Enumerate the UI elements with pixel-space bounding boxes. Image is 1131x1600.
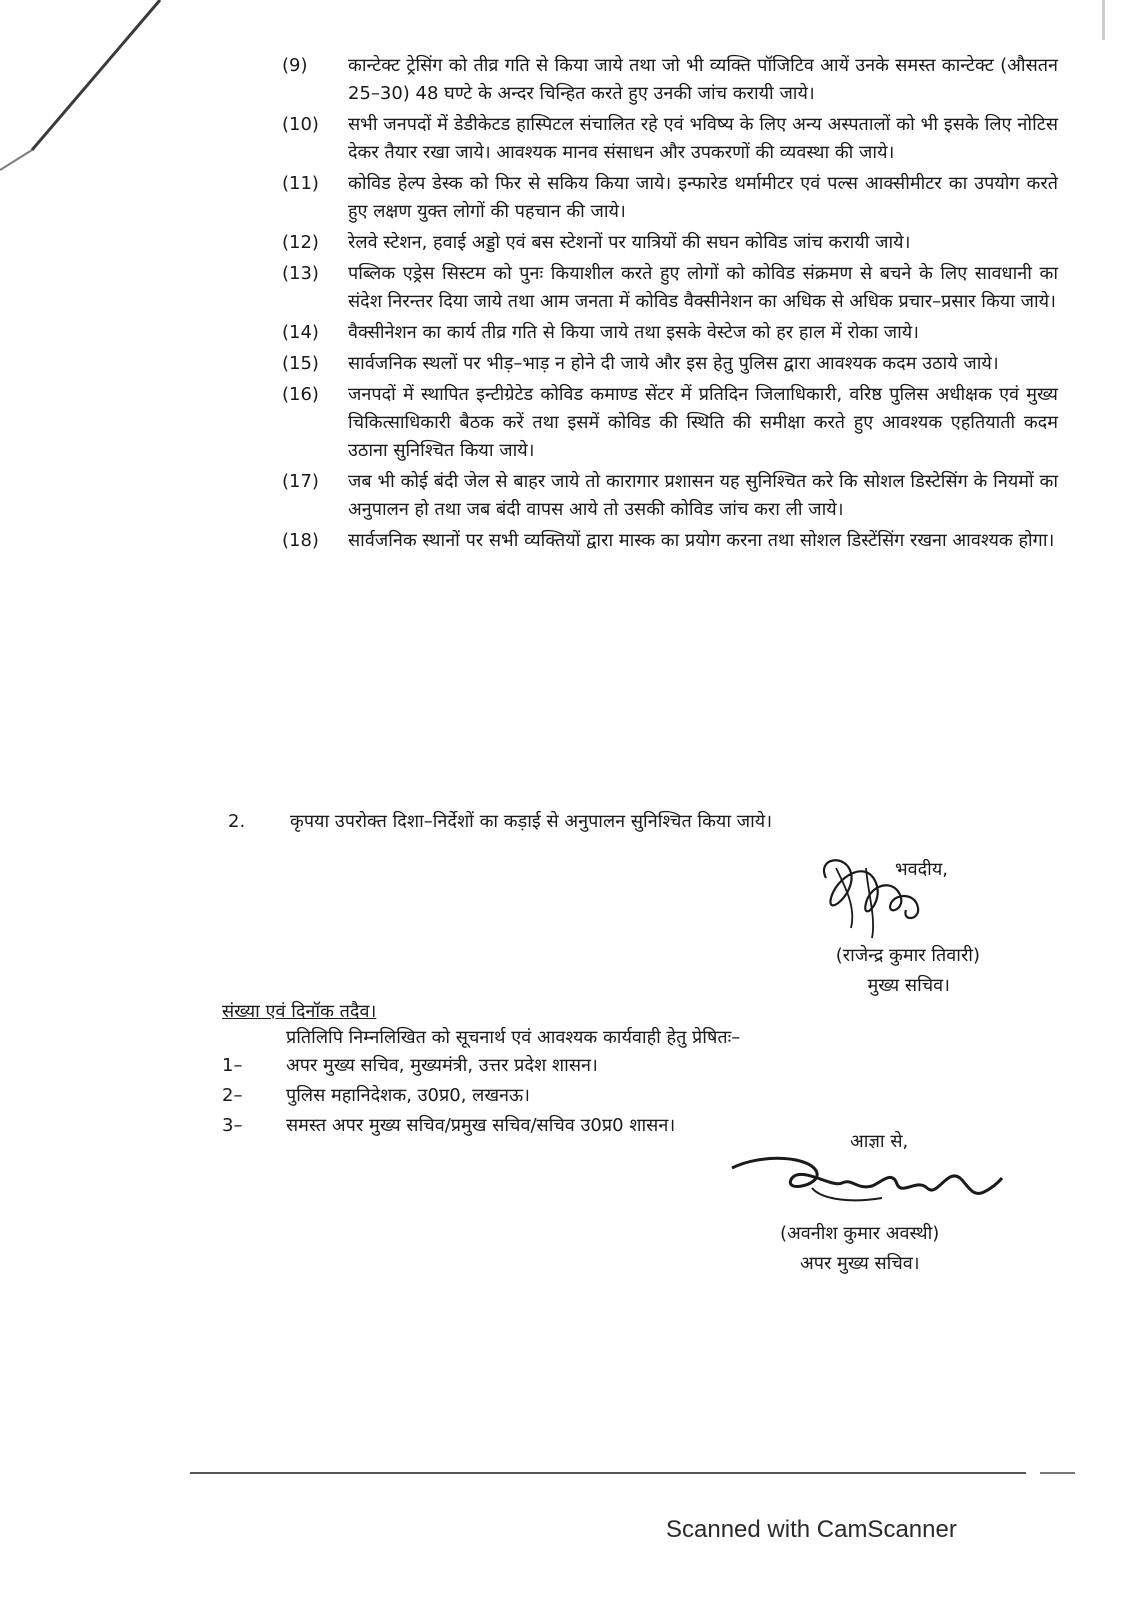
scan-edge-line: [1102, 0, 1105, 40]
signature-additional-chief-secretary: [722, 1148, 1012, 1218]
item-text: वैक्सीनेशन का कार्य तीव्र गति से किया जाये तथा इसके वेस्टेज को हर हाल में रोका जाये।: [348, 322, 919, 343]
item-number: (17): [282, 471, 319, 492]
signatory-name: (राजेन्द्र कुमार तिवारी): [835, 945, 980, 966]
item-number: (16): [282, 384, 319, 405]
scanner-watermark: Scanned with CamScanner: [666, 1516, 957, 1543]
item-number: (13): [282, 263, 319, 284]
by-order-label: आज्ञा से,: [850, 1131, 909, 1152]
paragraph-number: 2.: [228, 811, 246, 832]
item-number: (18): [282, 530, 319, 551]
signatory-designation: मुख्य सचिव।: [867, 975, 950, 996]
signatory-designation: अपर मुख्य सचिव।: [800, 1253, 920, 1274]
list-item: [282, 170, 1058, 226]
recipient-number: 1–: [222, 1055, 243, 1076]
recipient-number: 2–: [222, 1085, 243, 1106]
page-bottom-rule-right: [1040, 1472, 1075, 1474]
item-number: (12): [282, 232, 319, 253]
directive-list: [282, 52, 1058, 558]
page-bottom-rule: [190, 1472, 1026, 1474]
list-item: [282, 111, 1058, 167]
paragraph-text: कृपया उपरोक्त दिशा–निर्देशों का कड़ाई से अनुपालन सुनिश्चित किया जाये।: [290, 811, 773, 832]
list-item: [282, 260, 1058, 316]
list-item: [282, 527, 1058, 555]
recipient-text: पुलिस महानिदेशक, उ0प्र0, लखनऊ।: [286, 1085, 531, 1106]
recipient-list: [222, 1052, 1042, 1142]
list-item: [282, 319, 1058, 347]
paragraph-2: [228, 808, 1058, 836]
closing-salutation: भवदीय,: [894, 859, 948, 880]
item-text: कोविड हेल्प डेस्क को फिर से सकिय किया जाये। इन्फारेड थर्मामीटर एवं पल्स आक्सीमीटर का उपयोग करते हुए लक्षण युक्त लोगों की पहचान की जाये।: [348, 173, 1058, 222]
recipient-item: [222, 1082, 1042, 1110]
item-text: रेलवे स्टेशन, हवाई अड्डो एवं बस स्टेशनों पर यात्रियों की सघन कोविड जांच करायी जाये।: [348, 232, 911, 253]
item-text: सार्वजनिक स्थानों पर सभी व्यक्तियों द्वारा मास्क का प्रयोग करना तथा सोशल डिस्टेंसिंग रखना आवश्यक होगा।: [348, 530, 1055, 551]
item-number: (9): [282, 55, 308, 76]
item-text: सभी जनपदों में डेडीकेटड हास्पिटल संचालित रहे एवं भविष्य के लिए अन्य अस्पतालों को भी इसके लिए नोटिस देकर तैयार रखा जाये। आवश्यक मानव संसाधन और उपकरणों की व्यवस्था की जाये।: [348, 114, 1058, 163]
signatory-name: (अवनीश कुमार अवस्थी): [780, 1223, 940, 1244]
list-item: [282, 52, 1058, 108]
list-item: [282, 350, 1058, 378]
scan-corner-shadow: [0, 0, 180, 180]
recipient-text: अपर मुख्य सचिव, मुख्यमंत्री, उत्तर प्रदेश शासन।: [286, 1055, 598, 1076]
item-text: पब्लिक एड्रेस सिस्टम को पुनः कियाशील करते हुए लोगों को कोविड संक्रमण से बचने के लिए सावधानी का संदेश निरन्तर दिया जाये तथा आम जनता में कोविड वैक्सीनेशन का अधिक से अधिक प्रचार–प्रसार किया जाये।: [348, 263, 1058, 312]
item-number: (14): [282, 322, 319, 343]
item-text: जब भी कोई बंदी जेल से बाहर जाये तो कारागार प्रशासन यह सुनिश्चित करे कि सोशल डिस्टेसिंग के नियमों का अनुपालन हो तथा जब बंदी वापस आये तो उसकी कोविड जांच करा ली जाये।: [348, 471, 1058, 520]
recipient-item: [222, 1052, 1042, 1080]
copy-intro: प्रतिलिपि निम्नलिखित को सूचनार्थ एवं आवश्यक कार्यवाही हेतु प्रेषितः–: [286, 1027, 741, 1048]
item-number: (15): [282, 353, 319, 374]
item-text: सार्वजनिक स्थलों पर भीड़–भाड़ न होने दी जाये और इस हेतु पुलिस द्वारा आवश्यक कदम उठाये जाये।: [348, 353, 999, 374]
item-number: (10): [282, 114, 319, 135]
list-item: [282, 468, 1058, 524]
list-item: [282, 229, 1058, 257]
item-text: कान्टेक्ट ट्रेसिंग को तीव्र गति से किया जाये तथा जो भी व्यक्ति पॉजिटिव आयें उनके समस्त कान्टेक्ट (औसतन 25–30) 48 घण्टे के अन्दर चिन्हित करते हुए उनकी जांच करायी जाये।: [348, 55, 1058, 104]
item-number: (11): [282, 173, 319, 194]
recipient-text: समस्त अपर मुख्य सचिव/प्रमुख सचिव/सचिव उ0प्र0 शासन।: [286, 1115, 676, 1136]
copy-reference-heading: संख्या एवं दिनॉक तदैव।: [222, 1001, 377, 1022]
item-text: जनपदों में स्थापित इन्टीग्रेटेड कोविड कमाण्ड सेंटर में प्रतिदिन जिलाधिकारी, वरिष्ठ पुलिस अधीक्षक एवं मुख्य चिकित्साधिकारी बैठक करें तथा इसमें कोविड की स्थिति की समीक्षा करते हुए आवश्यक एहतियाती कदम उठाना सुनिश्चित किया जाये।: [348, 384, 1058, 461]
list-item: [282, 381, 1058, 465]
recipient-item: [222, 1112, 1042, 1140]
recipient-number: 3–: [222, 1115, 243, 1136]
